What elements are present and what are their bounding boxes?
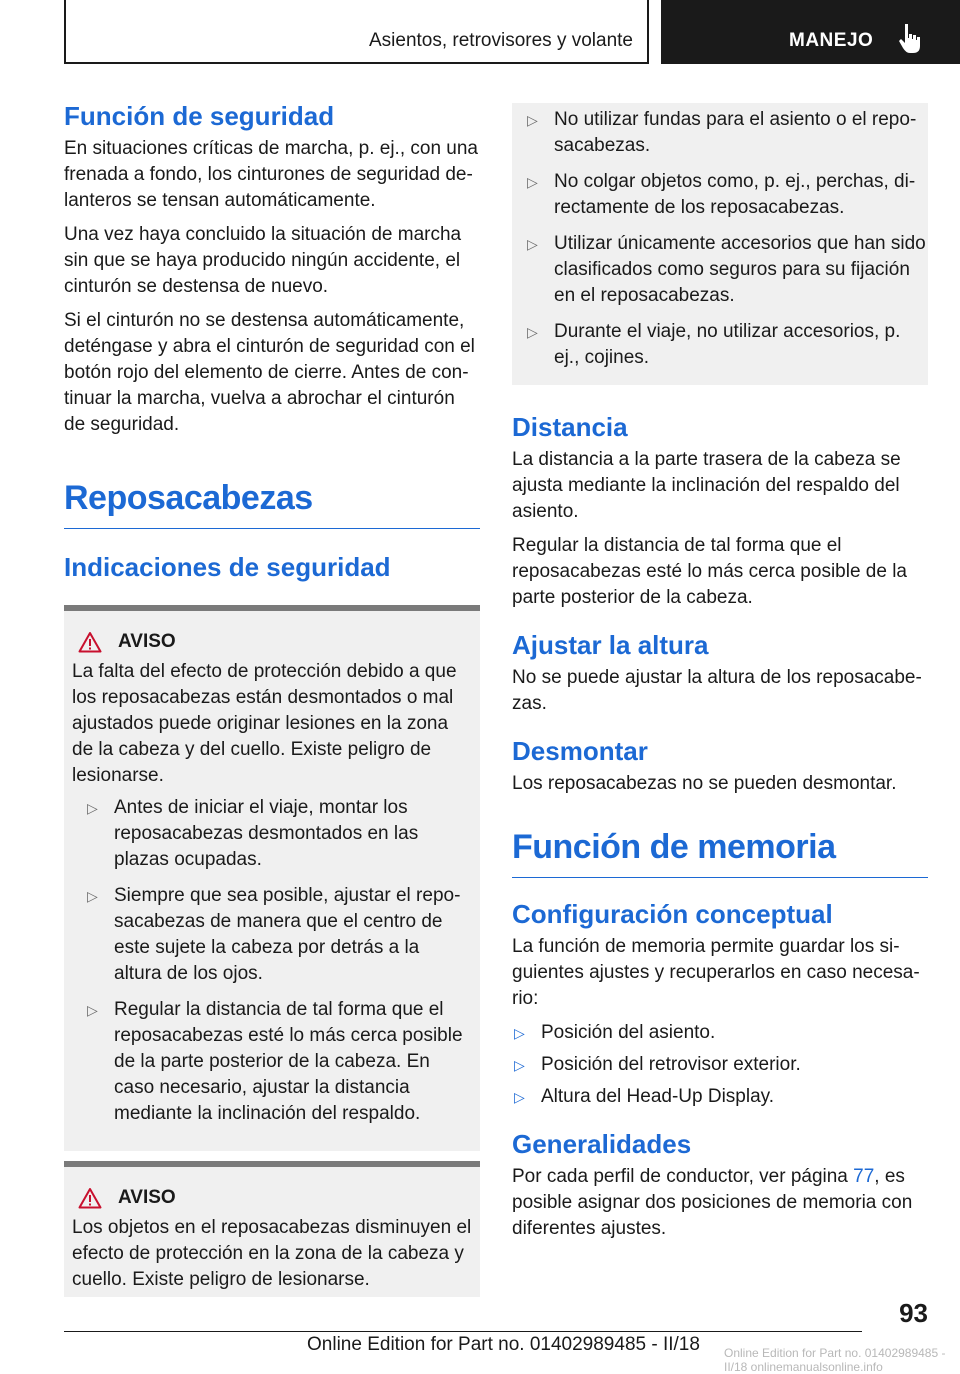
footer-watermark: Online Edition for Part no. 01402989485 - II/18 onlinemanualsonline.info: [724, 1346, 946, 1374]
list-item-text: No colgar objetos como, p. ej., perchas, directamente de los reposacabezas.: [554, 171, 916, 218]
warning-continuation-box: [512, 103, 928, 385]
warning-bullet-list: [72, 795, 472, 1127]
list-item: [72, 883, 472, 987]
distance-paragraph: Regular la distancia de tal forma que el reposacabezas esté lo más cerca posible de la parte posterior de la cabeza.: [512, 535, 908, 608]
list-item-text: No utilizar fundas para el asiento o el reposacabezas.: [554, 109, 917, 156]
list-item-text: Altura del Head-Up Display.: [541, 1086, 775, 1107]
safety-function-title: Función de seguridad: [64, 101, 335, 131]
list-item: [512, 1052, 928, 1078]
warning-header: [72, 631, 472, 653]
warning-text: Los objetos en el reposacabezas disminuyen el efecto de protección en la zona de la cabeza y cuello. Existe peligro de lesionarse.: [72, 1217, 472, 1290]
hand-pointer-icon: [897, 22, 927, 56]
list-item-text: Posición del asiento.: [541, 1022, 716, 1043]
memory-function-title: Función de memoria: [512, 827, 928, 878]
list-item-text: Regular la distancia de tal forma que el reposacabezas esté lo más cerca posible de la parte posterior de la cabeza. En caso necesario, ajustar la distancia mediante la inclinación del respaldo.: [114, 999, 463, 1124]
warning-bullet-list: [512, 107, 928, 371]
triangle-bullet-icon: ▷: [514, 1089, 525, 1105]
general-text-part: Por cada perfil de conductor, ver página: [512, 1166, 854, 1187]
warning-box: [64, 605, 480, 1151]
right-column: [512, 103, 928, 1250]
header-chapter-tab[interactable]: [661, 0, 960, 64]
safety-paragraph: En situaciones críticas de marcha, p. ej., con una frenada a fondo, los cinturones de seguridad delanteros se tensan automáticamente.: [64, 138, 478, 211]
headrests-title: Reposacabezas: [64, 478, 480, 529]
list-item-text: Siempre que sea posible, ajustar el reposacabezas de manera que el centro de este sujete la cabeza por detrás a la altura de los ojos.: [114, 885, 461, 984]
warning-label: AVISO: [118, 1187, 176, 1208]
left-column: [64, 100, 480, 1297]
triangle-bullet-icon: ▷: [87, 888, 98, 904]
triangle-bullet-icon: ▷: [514, 1025, 525, 1041]
list-item: [512, 319, 928, 371]
remove-text: Los reposacabezas no se pueden desmontar.: [512, 773, 897, 794]
triangle-bullet-icon: ▷: [527, 174, 538, 190]
page-number: 93: [899, 1298, 928, 1328]
header-section-title: Asientos, retrovisores y volante: [368, 30, 633, 51]
list-item: [512, 1084, 928, 1110]
list-item: [512, 231, 928, 309]
page-link[interactable]: 77: [853, 1166, 875, 1187]
warning-text: La falta del efecto de protección debido a que los reposacabezas están desmontados o mal ajustados puede originar lesiones en la zona de la cabeza y del cuello. Existe peligro de lesionarse.: [72, 661, 457, 786]
list-item: [512, 107, 928, 159]
header-section-frame: [64, 0, 649, 64]
triangle-bullet-icon: ▷: [87, 1002, 98, 1018]
general-text-part: , es posible asignar dos posiciones de memoria con diferentes ajustes.: [512, 1166, 913, 1239]
list-item-text: Posición del retrovisor exterior.: [541, 1054, 801, 1075]
general-text: [512, 1164, 928, 1242]
warning-label: AVISO: [118, 631, 176, 652]
triangle-bullet-icon: ▷: [87, 800, 98, 816]
triangle-bullet-icon: ▷: [527, 324, 538, 340]
warning-triangle-icon: [78, 1187, 102, 1209]
safety-paragraph: Si el cinturón no se destensa automáticamente, deténgase y abra el cinturón de seguridad con el botón rojo del elemento de cierre. Antes de continuar la marcha, vuelva a abrochar el cinturón de seguridad.: [64, 310, 475, 435]
remove-title: Desmontar: [512, 736, 648, 766]
distance-paragraph: La distancia a la parte trasera de la cabeza se ajusta mediante la inclinación del respaldo del asiento.: [512, 449, 901, 522]
header-chapter-label: MANEJO: [789, 30, 874, 51]
general-title: Generalidades: [512, 1129, 692, 1159]
list-item-text: Antes de iniciar el viaje, montar los reposacabezas desmontados en las plazas ocupadas.: [114, 797, 419, 870]
list-item-text: Durante el viaje, no utilizar accesorios, p. ej., cojines.: [554, 321, 901, 368]
memory-settings-list: [512, 1020, 928, 1110]
list-item: [512, 1020, 928, 1046]
warning-triangle-icon: [78, 631, 102, 653]
warning-header: [72, 1187, 472, 1209]
height-text: No se puede ajustar la altura de los reposacabezas.: [512, 667, 922, 714]
triangle-bullet-icon: ▷: [527, 236, 538, 252]
height-title: Ajustar la altura: [512, 630, 709, 660]
safety-notes-title: Indicaciones de seguridad: [64, 552, 391, 582]
concept-title: Configuración conceptual: [512, 899, 833, 929]
warning-box: [64, 1161, 480, 1297]
safety-paragraph: Una vez haya concluido la situación de marcha sin que se haya producido ningún accidente, el cinturón se destensa de nuevo.: [64, 224, 462, 297]
concept-text: La función de memoria permite guardar los siguientes ajustes y recuperarlos en caso necesario:: [512, 936, 920, 1009]
footer-edition-text: Online Edition for Part no. 01402989485 - II/18: [307, 1334, 700, 1355]
list-item-text: Utilizar únicamente accesorios que han sido clasificados como seguros para su fijación en el reposacabezas.: [554, 233, 926, 306]
footer-rule: [64, 1331, 862, 1332]
list-item: [512, 169, 928, 221]
list-item: [72, 795, 472, 873]
triangle-bullet-icon: ▷: [527, 112, 538, 128]
distance-title: Distancia: [512, 412, 628, 442]
list-item: [72, 997, 472, 1127]
triangle-bullet-icon: ▷: [514, 1057, 525, 1073]
